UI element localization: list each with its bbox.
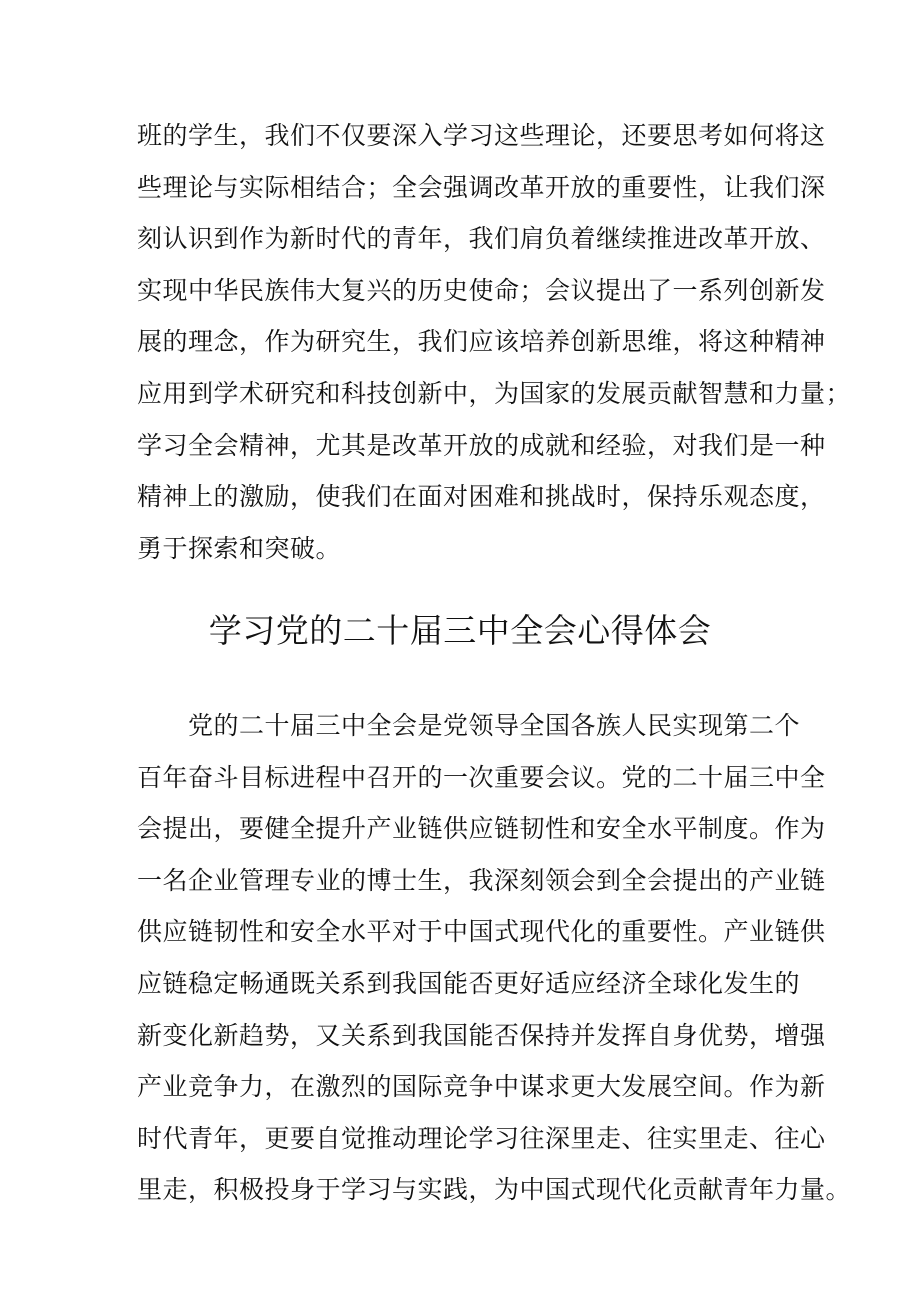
intro-paragraph-line: 精神上的激励，使我们在面对困难和挑战时，保持乐观态度， [137, 482, 826, 512]
intro-paragraph-line: 学习全会精神，尤其是改革开放的成就和经验，对我们是一种 [137, 430, 826, 460]
intro-paragraph-line: 勇于探索和突破。 [137, 533, 342, 563]
intro-paragraph-line: 刻认识到作为新时代的青年，我们肩负着继续推进改革开放、 [137, 224, 826, 254]
main-paragraph [137, 700, 852, 1216]
intro-paragraph-line: 展的理念，作为研究生，我们应该培养创新思维，将这种精神 [137, 327, 826, 357]
main-paragraph-line: 产业竞争力，在激烈的国际竞争中谋求更大发展空间。作为新 [137, 1072, 826, 1102]
main-paragraph-line: 应链稳定畅通既关系到我国能否更好适应经济全球化发生的 [137, 968, 801, 998]
intro-paragraph-line: 班的学生，我们不仅要深入学习这些理论，还要思考如何将这 [137, 121, 826, 150]
main-paragraph-line: 一名企业管理专业的博士生，我深刻领会到全会提出的产业链 [137, 865, 826, 895]
main-paragraph-line: 百年奋斗目标进程中召开的一次重要会议。党的二十届三中全 [137, 762, 826, 792]
main-paragraph-line: 里走，积极投身于学习与实践，为中国式现代化贡献青年力量。 [137, 1175, 852, 1205]
intro-paragraph-line: 些理论与实际相结合；全会强调改革开放的重要性，让我们深 [137, 172, 826, 202]
intro-paragraph-line: 实现中华民族伟大复兴的历史使命；会议提出了一系列创新发 [137, 275, 826, 305]
main-paragraph-line: 供应链韧性和安全水平对于中国式现代化的重要性。产业链供 [137, 917, 826, 947]
main-paragraph-line: 新变化新趋势，又关系到我国能否保持并发挥自身优势，增强 [137, 1020, 826, 1050]
main-paragraph-line: 会提出，要健全提升产业链供应链韧性和安全水平制度。作为 [137, 814, 826, 844]
intro-paragraph [137, 110, 852, 574]
main-paragraph-line: 时代青年，更要自觉推动理论学习往深里走、往实里走、往心 [137, 1123, 826, 1153]
document-title: 学习党的二十届三中全会心得体会 [208, 611, 712, 650]
main-paragraph-line: 党的二十届三中全会是党领导全国各族人民实现第二个 [137, 711, 801, 740]
intro-paragraph-line: 应用到学术研究和科技创新中，为国家的发展贡献智慧和力量； [137, 378, 852, 408]
